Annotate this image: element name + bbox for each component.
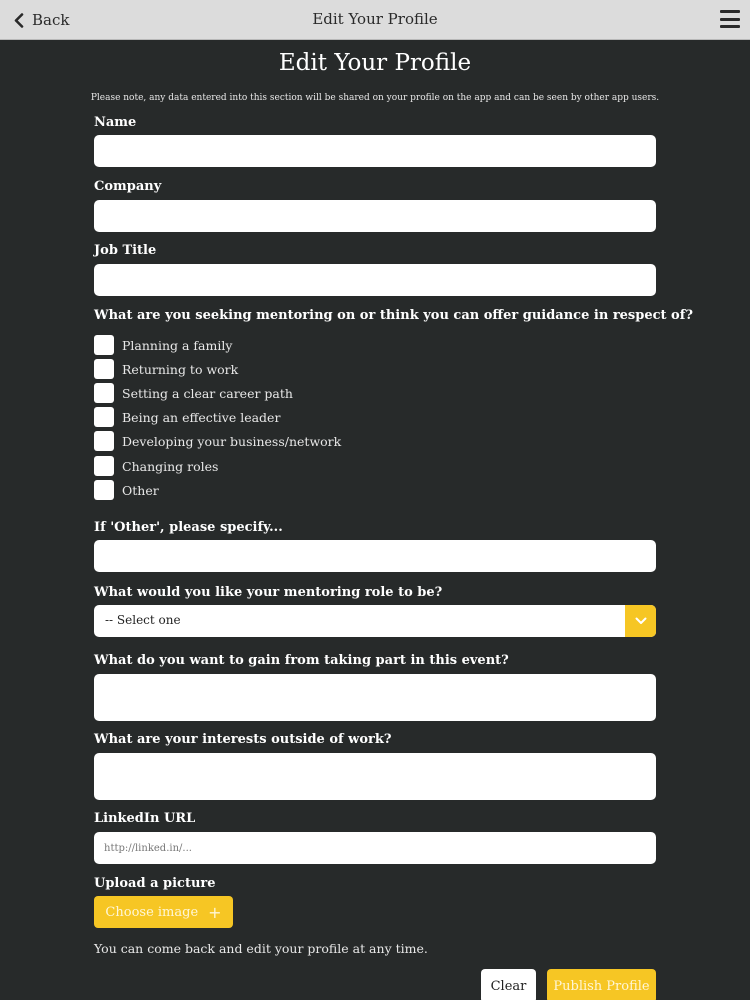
edit-later-note: You can come back and edit your profile at any time. bbox=[94, 941, 428, 956]
checkbox[interactable] bbox=[94, 335, 114, 355]
interests-textarea[interactable] bbox=[94, 753, 656, 800]
checkbox-changing-roles[interactable] bbox=[94, 456, 218, 476]
mentoring-role-select[interactable] bbox=[94, 605, 656, 637]
checkbox-label: Returning to work bbox=[122, 361, 239, 377]
checkbox-returning-to-work[interactable] bbox=[94, 359, 238, 379]
other-specify-label: If 'Other', please specify... bbox=[94, 520, 283, 535]
checkbox-career-path[interactable] bbox=[94, 383, 293, 403]
plus-icon: + bbox=[208, 902, 222, 922]
company-input[interactable] bbox=[94, 200, 656, 232]
checkbox-business-network[interactable] bbox=[94, 431, 341, 451]
mentoring-question: What are you seeking mentoring on or think you can offer guidance in respect of? bbox=[94, 308, 693, 323]
nav-title: Edit Your Profile bbox=[312, 10, 438, 28]
linkedin-label: LinkedIn URL bbox=[94, 811, 196, 826]
top-nav-bar bbox=[0, 0, 750, 40]
name-label: Name bbox=[94, 115, 137, 130]
checkbox[interactable] bbox=[94, 407, 114, 427]
back-label: Back bbox=[32, 11, 70, 29]
name-input[interactable] bbox=[94, 135, 656, 167]
other-specify-input[interactable] bbox=[94, 540, 656, 572]
select-value: -- Select one bbox=[105, 613, 181, 627]
gain-label: What do you want to gain from taking part in this event? bbox=[94, 653, 509, 668]
checkbox-effective-leader[interactable] bbox=[94, 407, 280, 427]
checkbox-label: Setting a clear career path bbox=[122, 385, 293, 401]
checkbox[interactable] bbox=[94, 456, 114, 476]
job-title-input[interactable] bbox=[94, 264, 656, 296]
choose-image-label: Choose image bbox=[105, 904, 199, 920]
checkbox-label: Being an effective leader bbox=[122, 409, 281, 425]
select-arrow[interactable] bbox=[625, 605, 656, 637]
clear-button[interactable]: Clear bbox=[481, 969, 536, 1000]
checkbox-label: Changing roles bbox=[122, 458, 219, 474]
privacy-notice: Please note, any data entered into this section will be shared on your profile on the app and can be seen by other app users. bbox=[90, 93, 660, 103]
upload-label: Upload a picture bbox=[94, 876, 216, 891]
gain-textarea[interactable] bbox=[94, 674, 656, 721]
hamburger-menu-icon[interactable] bbox=[720, 10, 740, 28]
company-label: Company bbox=[94, 179, 162, 194]
chevron-down-icon bbox=[635, 617, 647, 625]
checkbox-planning-family[interactable] bbox=[94, 335, 232, 355]
checkbox-label: Planning a family bbox=[122, 337, 233, 353]
interests-label: What are your interests outside of work? bbox=[94, 732, 392, 747]
job-title-label: Job Title bbox=[94, 243, 157, 258]
page-title: Edit Your Profile bbox=[278, 50, 472, 76]
checkbox-other[interactable] bbox=[94, 480, 159, 500]
checkbox[interactable] bbox=[94, 359, 114, 379]
linkedin-input[interactable] bbox=[94, 832, 656, 864]
checkbox[interactable] bbox=[94, 431, 114, 451]
checkbox[interactable] bbox=[94, 480, 114, 500]
choose-image-button[interactable] bbox=[94, 896, 233, 928]
mentoring-role-label: What would you like your mentoring role to be? bbox=[94, 585, 443, 600]
publish-profile-button[interactable]: Publish Profile bbox=[547, 969, 656, 1000]
checkbox-label: Other bbox=[122, 482, 159, 498]
checkbox-label: Developing your business/network bbox=[122, 433, 342, 449]
checkbox[interactable] bbox=[94, 383, 114, 403]
